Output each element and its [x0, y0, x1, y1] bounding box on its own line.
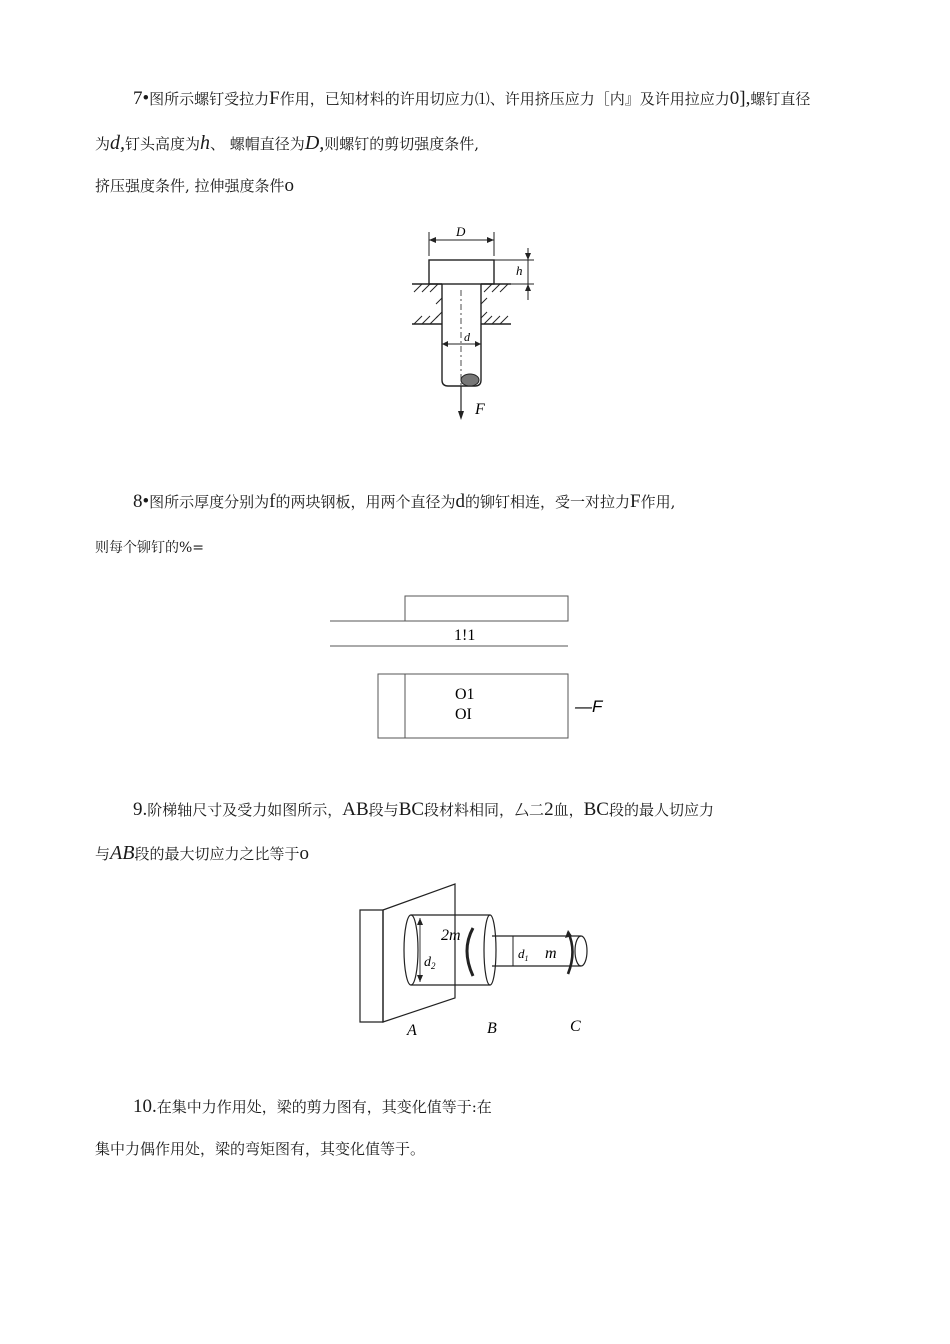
q8-number: 8•	[133, 491, 150, 512]
q7-line-2	[95, 133, 479, 154]
rivet-mark-1: O1	[455, 686, 475, 703]
shaft-label-A: A	[407, 1022, 417, 1039]
q7-text-2e: 则螺钉的剪切强度条件,	[324, 135, 480, 153]
q9-text-2o: o	[299, 843, 309, 864]
q7-text-2b: 钉头高度为	[125, 135, 201, 153]
shaft-label-d1-sub: 1	[524, 954, 529, 963]
stepped-shaft-figure	[355, 880, 605, 1040]
q9-text-1b: 段与	[368, 801, 399, 819]
q8-line-2	[95, 538, 204, 558]
q9-text-1c: 段材料相同，厶二	[424, 801, 545, 819]
shaft-label-m: m	[545, 945, 557, 962]
q7-var-h: h	[200, 132, 211, 154]
q7-text-2a: 为	[95, 135, 111, 153]
q8-text-1a: 图所示厚度分别为	[149, 493, 270, 511]
q8-text-1c: 的铆钉相连，受一对拉力	[465, 493, 631, 511]
shaft-label-2m: 2m	[441, 927, 461, 944]
q9-text-2b: 段的最大切应力之比等于	[134, 845, 300, 863]
bolt-label-h: h	[516, 263, 523, 278]
q8-line-1	[133, 492, 675, 512]
q9-AB-2: AB	[110, 842, 135, 864]
q7-number: 7•	[133, 88, 150, 109]
shaft-label-B: B	[487, 1020, 497, 1037]
fixed-wall	[360, 910, 383, 1022]
shaft-label-d2-sub: 2	[431, 961, 436, 971]
q8-text-1e: 作用,	[640, 493, 676, 511]
q9-two: 2	[544, 799, 554, 820]
q8-text-2: 则每个铆钉的%=	[95, 540, 205, 556]
q9-BC-2: BC	[583, 799, 609, 820]
q10-line-2	[95, 1139, 425, 1159]
q10-text-1: 在集中力作用处，梁的剪力图有，其变化值等于:在	[156, 1098, 492, 1116]
q7-text-1b: 作用，已知材料的许用切应力⑴、许用挤压应力［内』及许用拉应力	[279, 90, 730, 108]
q10-text-2: 集中力偶作用处，梁的弯矩图有，其变化值等于。	[95, 1140, 426, 1158]
q8-var-d: d	[455, 491, 466, 512]
q7-text-3o: o	[284, 175, 295, 196]
shaft-label-d2-letter: d	[424, 955, 431, 970]
rivet-mark-2: OI	[455, 706, 472, 723]
q9-text-1e: 段的最人切应力	[608, 801, 714, 819]
q9-number: 9.	[133, 799, 148, 820]
bolt-label-D: D	[456, 224, 466, 239]
couple-m-arrow	[568, 932, 573, 974]
shaft-label-d1	[518, 946, 529, 963]
q7-force-F: F	[269, 88, 280, 109]
upper-plate	[405, 596, 568, 621]
lower-plate	[378, 674, 568, 738]
q7-text-1c: 0],	[729, 88, 751, 109]
q10-line-1	[133, 1097, 492, 1117]
shaft-label-d1-letter: d	[518, 946, 525, 961]
rivet-plates-figure	[325, 590, 625, 745]
q8-var-f: f	[269, 491, 276, 512]
q7-text-2c: 、 螺帽直径为	[210, 135, 305, 153]
q9-AB: AB	[342, 799, 369, 820]
q7-var-d: d,	[110, 132, 126, 154]
q7-var-D: D,	[304, 132, 325, 154]
q7-text-1d: 螺钉直径	[750, 90, 811, 108]
q9-BC: BC	[398, 799, 425, 820]
couple-2m-arrow	[467, 928, 473, 976]
q9-line-2	[95, 843, 309, 864]
q9-text-1d: 血，	[553, 801, 584, 819]
q7-text-3: 挤压强度条件, 拉伸强度条件	[95, 177, 285, 195]
q8-force-F: F	[630, 491, 641, 512]
bolt-label-F: F	[475, 401, 485, 418]
q7-text-1a: 图所示螺钉受拉力	[149, 90, 270, 108]
q8-text-1b: 的两块钢板，用两个直径为	[275, 493, 456, 511]
bolt-head	[429, 260, 494, 284]
q7-line-1	[133, 89, 810, 109]
q9-text-2a: 与	[95, 845, 111, 863]
q10-number: 10.	[133, 1096, 157, 1117]
force-label-F: —F	[575, 697, 603, 716]
plate-mark-top: 1!1	[454, 627, 476, 644]
q9-line-1	[133, 800, 714, 820]
shaft-label-C: C	[570, 1018, 581, 1035]
bolt-figure	[400, 220, 560, 425]
shaft-label-d2	[424, 955, 436, 971]
q7-line-3	[95, 176, 294, 196]
q9-text-1a: 阶梯轴尺寸及受力如图所示，	[147, 801, 343, 819]
bolt-label-d: d	[464, 330, 470, 344]
